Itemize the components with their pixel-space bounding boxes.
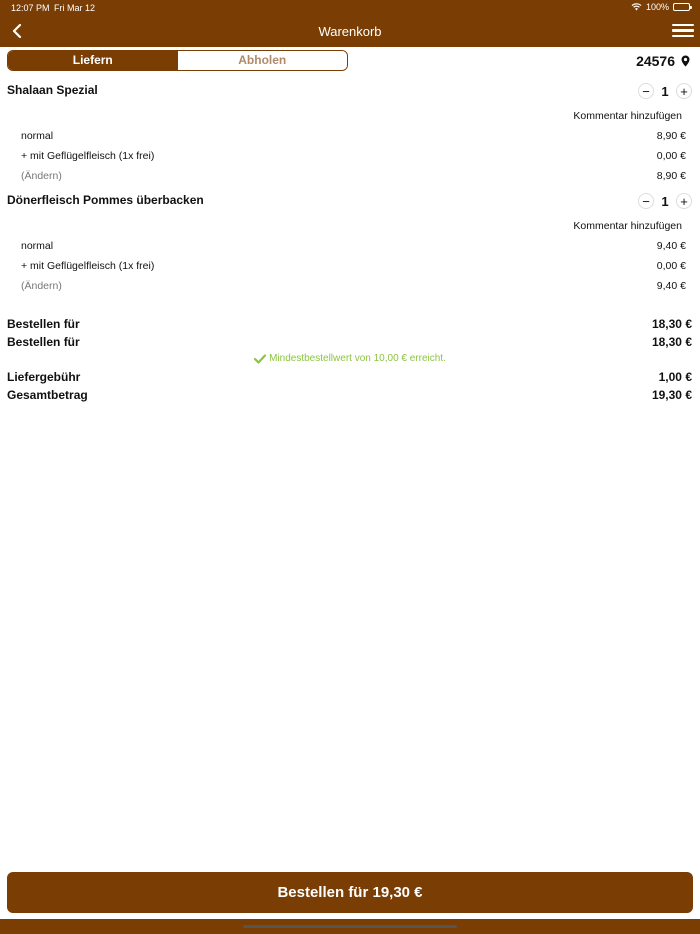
tab-abholen[interactable]: Abholen: [178, 51, 348, 70]
cart-item-title: Dönerfleisch Pommes überbacken: [7, 193, 204, 207]
battery-icon: [673, 3, 690, 11]
minimum-order-text: Mindestbestellwert von 10,00 € erreicht.: [269, 353, 446, 364]
delivery-mode-switch: [7, 50, 348, 71]
subtotal-row: [7, 335, 692, 349]
decrease-button[interactable]: [638, 193, 654, 209]
quantity-stepper: [638, 193, 692, 209]
delivery-fee-label: Liefergebühr: [7, 370, 81, 384]
line-price: 0,00 €: [656, 150, 686, 162]
quantity-stepper: [638, 83, 692, 99]
minus-icon: −: [642, 193, 650, 209]
cart-item-line: [21, 130, 686, 142]
subtotal-label: Bestellen für: [7, 335, 80, 349]
grand-total-row: [7, 388, 692, 402]
plus-icon: +: [680, 193, 688, 209]
zip-location[interactable]: [636, 53, 690, 69]
line-label: + mit Geflügelfleisch (1x frei): [21, 150, 155, 162]
line-price: 8,90 €: [656, 170, 686, 182]
checkmark-icon: [254, 354, 266, 364]
cart-item-line: [21, 260, 686, 272]
page-title: Warenkorb: [318, 24, 382, 39]
line-label: normal: [21, 240, 54, 252]
status-time: 12:07 PM: [11, 3, 50, 13]
add-comment-button[interactable]: Kommentar hinzufügen: [573, 220, 682, 232]
cart-item-title: Shalaan Spezial: [7, 83, 98, 97]
line-price: 9,40 €: [656, 240, 686, 252]
subtotal-label: Bestellen für: [7, 317, 80, 331]
subtotal-value: 18,30 €: [651, 317, 692, 331]
zip-code: 24576: [636, 53, 675, 69]
minimum-order-note: [0, 353, 700, 364]
add-comment-button[interactable]: Kommentar hinzufügen: [573, 110, 682, 122]
decrease-button[interactable]: [638, 83, 654, 99]
location-pin-icon: [681, 55, 690, 67]
battery-percent: 100%: [645, 2, 669, 12]
line-price: 8,90 €: [656, 130, 686, 142]
home-indicator[interactable]: [243, 925, 457, 928]
grand-total-label: Gesamtbetrag: [7, 388, 88, 402]
increase-button[interactable]: [676, 83, 692, 99]
cart-item-line: [21, 150, 686, 162]
place-order-button[interactable]: Bestellen für 19,30 €: [7, 872, 693, 913]
line-label: + mit Geflügelfleisch (1x frei): [21, 260, 155, 272]
tab-liefern[interactable]: Liefern: [8, 51, 178, 70]
quantity-value: 1: [661, 193, 669, 209]
line-label: normal: [21, 130, 54, 142]
increase-button[interactable]: [676, 193, 692, 209]
line-price: 0,00 €: [656, 260, 686, 272]
top-bar: [0, 0, 700, 47]
line-price: 9,40 €: [656, 280, 686, 292]
hamburger-menu-icon[interactable]: [672, 21, 694, 41]
status-bar: [0, 0, 700, 16]
minus-icon: −: [642, 83, 650, 99]
status-right: [631, 2, 690, 12]
delivery-fee-row: [7, 370, 692, 384]
cart-item-line: [21, 280, 686, 292]
delivery-fee-value: 1,00 €: [658, 370, 692, 384]
cart-item-line: [21, 240, 686, 252]
quantity-value: 1: [661, 83, 669, 99]
cart-item-line: [21, 170, 686, 182]
subtotal-value: 18,30 €: [651, 335, 692, 349]
change-link[interactable]: (Ändern): [21, 170, 62, 182]
wifi-icon: [631, 3, 642, 11]
grand-total-value: 19,30 €: [651, 388, 692, 402]
status-date: Fri Mar 12: [54, 3, 96, 13]
plus-icon: +: [680, 83, 688, 99]
subtotal-row: [7, 317, 692, 331]
change-link[interactable]: (Ändern): [21, 280, 62, 292]
